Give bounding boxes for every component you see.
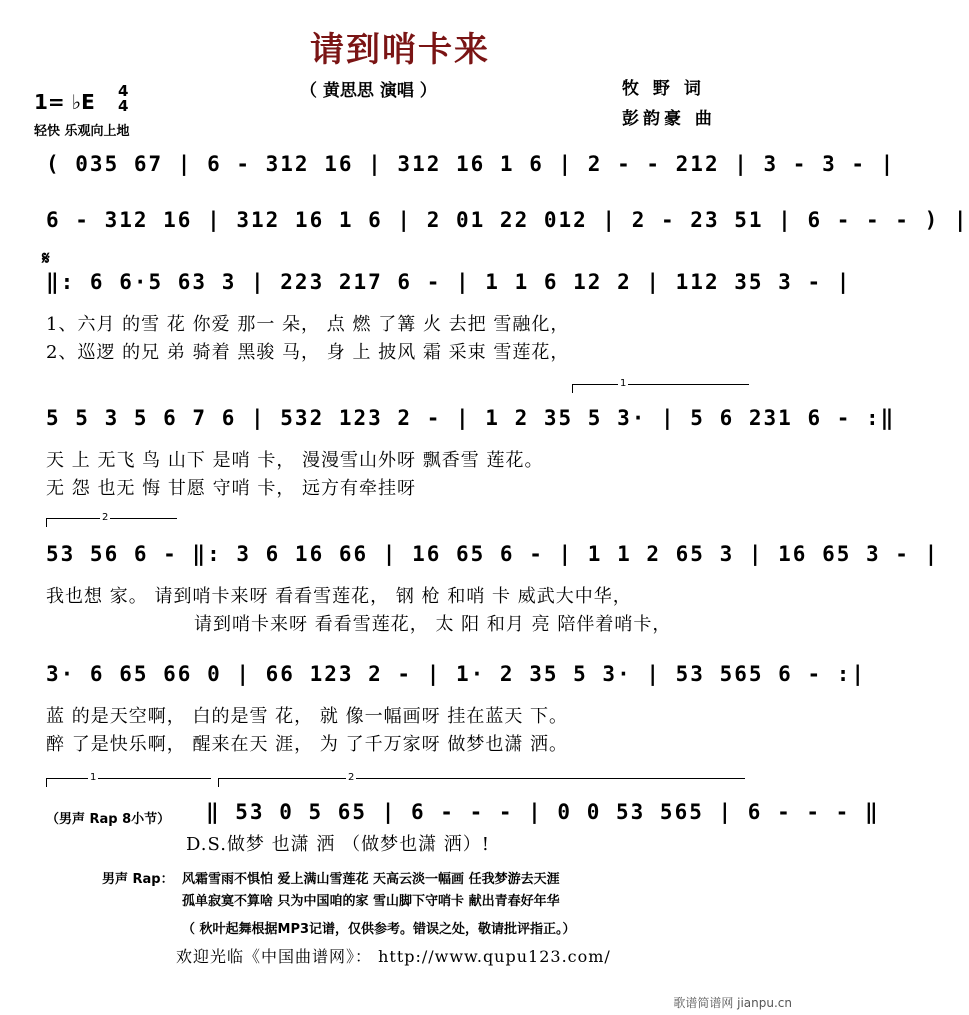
notation-line-5: 53 56 6 - ‖: 3 6 16 66 | 16 65 6 - | 1 1 2 65 3 | 16 65 3 - | xyxy=(46,542,940,566)
notation-line-2: 6 - 312 16 | 312 16 1 6 | 2 01 22 012 | 2 - 23 51 | 6 - - - ) | xyxy=(46,208,969,232)
composer-credit: 彭韵豪 曲 xyxy=(622,109,716,129)
tempo-marking: 轻快 乐观向上地 xyxy=(34,124,130,139)
volta-bracket-rap-1 xyxy=(46,778,211,787)
rap-label: 男声 Rap： xyxy=(102,872,174,887)
volta-label-rap-2: 2 xyxy=(348,772,355,783)
key-signature: 1= ♭E xyxy=(34,90,95,114)
lyric-line-4-verse-2: 无 怨 也无 悔 甘愿 守哨 卡， 远方有牵挂呀 xyxy=(46,478,417,499)
lyric-line-6-verse-2: 醉 了是快乐啊， 醒来在天 涯， 为 了千万家呀 做梦也潇 洒。 xyxy=(46,734,569,755)
lyric-line-5-verse-1: 我也想 家。 请到哨卡来呀 看看雪莲花， 钢 枪 和哨 卡 威武大中华， xyxy=(46,586,632,607)
segno-sign: 𝄋 xyxy=(42,248,50,269)
singer-credit: （ 黄思思 演唱 ） xyxy=(300,81,437,101)
rap-lyrics-row-2: 孤单寂寞不算啥 只为中国咱的家 雪山脚下守哨卡 献出青春好年华 xyxy=(182,894,560,909)
lyric-line-6-verse-1: 蓝 的是天空啊， 白的是雪 花， 就 像一幅画呀 挂在蓝天 下。 xyxy=(46,706,569,727)
site-welcome: 欢迎光临《中国曲谱网》： http://www.qupu123.com/ xyxy=(176,947,611,966)
lyric-line-3-verse-1: 1、六月 的雪 花 你爱 那一 朵， 点 燃 了篝 火 去把 雪融化， xyxy=(46,314,570,335)
lyric-line-3-verse-2: 2、巡逻 的兄 弟 骑着 黑骏 马， 身 上 披风 霜 采束 雪莲花， xyxy=(46,342,570,363)
notation-line-1: ( 035 67 | 6 - 312 16 | 312 16 1 6 | 2 - - 212 | 3 - 3 - | xyxy=(46,152,896,176)
time-signature xyxy=(118,84,128,114)
lyric-line-5-verse-2: 请到哨卡来呀 看看雪莲花， 太 阳 和月 亮 陪伴着哨卡， xyxy=(194,614,672,635)
rap-bars-note: （男声 Rap 8小节） xyxy=(46,812,171,827)
notation-line-7: ‖ 53 0 5 65 | 6 - - - | 0 0 53 565 | 6 - - - ‖ xyxy=(206,800,880,824)
song-title: 请到哨卡来 xyxy=(310,30,490,70)
lyric-line-4-verse-1: 天 上 无飞 鸟 山下 是哨 卡， 漫漫雪山外呀 飘香雪 莲花。 xyxy=(46,450,544,471)
volta-label-rap-1: 1 xyxy=(90,772,97,783)
notation-line-3: ‖: 6 6·5 63 3 | 223 217 6 - | 1 1 6 12 2 | 112 35 3 - | xyxy=(46,270,852,294)
volta-bracket-2 xyxy=(46,518,177,527)
transcriber-note: （ 秋叶起舞根据MP3记谱，仅供参考。错误之处，敬请批评指正。） xyxy=(182,922,576,937)
time-signature-top: 4 xyxy=(118,82,129,100)
rap-lyrics-row-1: 风霜雪雨不惧怕 爱上满山雪莲花 天高云淡一幅画 任我梦游去天涯 xyxy=(182,872,560,887)
volta-bracket-1 xyxy=(572,384,749,393)
time-signature-bottom: 4 xyxy=(118,97,129,115)
volta-label-2: 2 xyxy=(102,512,109,523)
lyric-line-7: D.S.做梦 也潇 洒 （做梦也潇 洒）! xyxy=(186,834,491,855)
volta-label-1: 1 xyxy=(620,378,627,389)
lyricist-credit: 牧 野 词 xyxy=(622,79,705,99)
watermark: 歌谱简谱网 jianpu.cn xyxy=(673,996,792,1010)
volta-bracket-rap-2 xyxy=(218,778,745,787)
notation-line-6: 3· 6 65 66 0 | 66 123 2 - | 1· 2 35 5 3· | 53 565 6 - :| xyxy=(46,662,867,686)
notation-line-4: 5 5 3 5 6 7 6 | 532 123 2 - | 1 2 35 5 3· | 5 6 231 6 - :‖ xyxy=(46,406,896,430)
